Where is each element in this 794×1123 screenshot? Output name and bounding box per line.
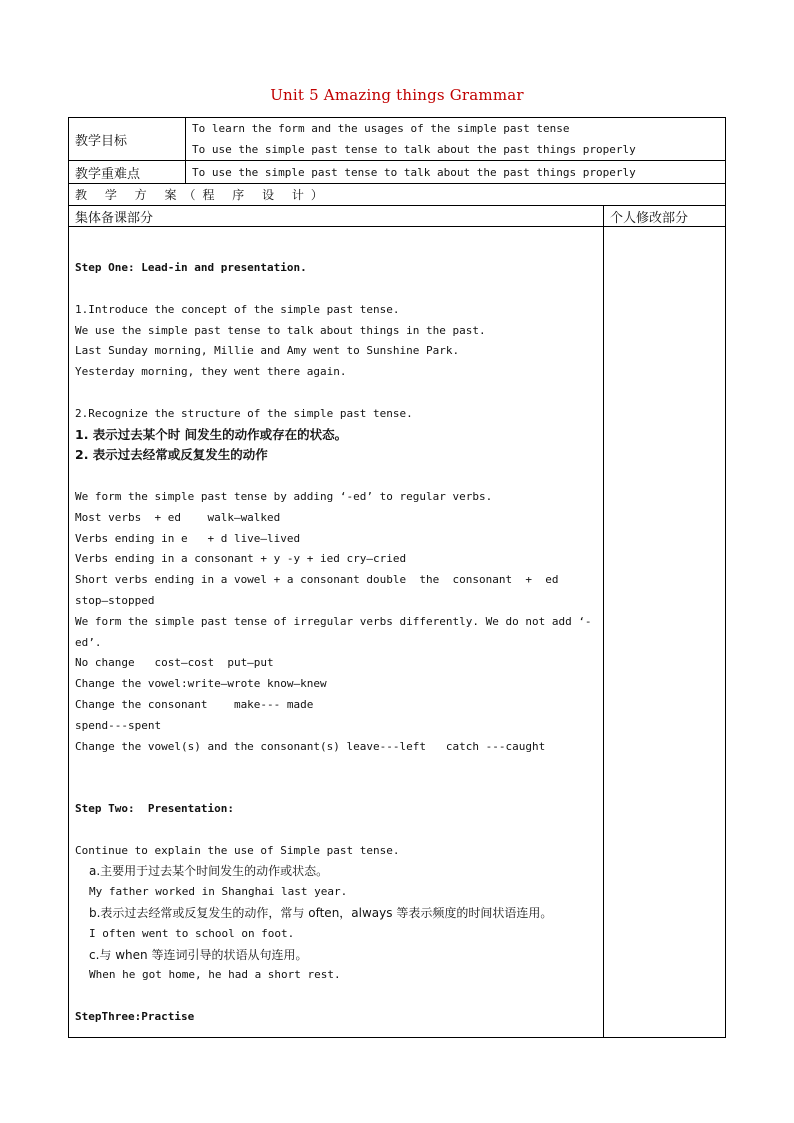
text-line: Most verbs + ed walk—walked [75, 510, 281, 524]
text-line: Verbs ending in e + d live—lived [75, 531, 301, 545]
chinese-bold-line: 2. 表示过去经常或反复发生的动作 [75, 447, 268, 463]
objective-line-2: To use the simple past tense to talk about the past things properly [192, 143, 636, 156]
personal-edit-cell [604, 227, 726, 1038]
lesson-content [75, 236, 597, 1027]
lesson-plan-table [68, 117, 726, 1038]
text-line: Change the vowel(s) and the consonant(s) leave---left catch ---caught [75, 739, 546, 753]
example-b: I often went to school on foot. [89, 926, 295, 940]
text-line: We use the simple past tense to talk about things in the past. [75, 323, 486, 337]
step-one-heading: Step One: Lead-in and presentation. [75, 261, 307, 275]
chinese-bold-line: 1. 表示过去某个时 间发生的动作或存在的状态。 [75, 426, 348, 442]
text-line: spend---spent [75, 718, 162, 732]
text-line: 2.Recognize the structure of the simple past tense. [75, 406, 413, 420]
objective-line-1: To learn the form and the usages of the simple past tense [192, 122, 570, 135]
key-points-label: 教学重难点 [69, 161, 186, 184]
text-line: No change cost—cost put—put [75, 656, 274, 670]
objectives-text [186, 118, 726, 161]
collective-prep-header: 集体备课部分 [69, 206, 604, 227]
usage-c: c.与 when 等连词引导的状语从句连用。 [89, 947, 308, 962]
text-line: stop—stopped [75, 594, 155, 607]
section-header-row [69, 206, 726, 227]
text-line: Short verbs ending in a vowel + a consonant double the consonant + ed [75, 573, 559, 587]
text-line: 1.Introduce the concept of the simple past tense. [75, 302, 400, 316]
text-line: Continue to explain the use of Simple past tense. [75, 843, 400, 857]
example-a: My father worked in Shanghai last year. [89, 885, 348, 899]
text-line: Change the vowel:write—wrote know—knew [75, 677, 327, 691]
teaching-objectives-row [69, 118, 726, 161]
text-line: Yesterday morning, they went there again. [75, 365, 347, 379]
key-points-row [69, 161, 726, 184]
text-line: We form the simple past tense of irregular verbs differently. We do not add ‘-ed’. [75, 614, 592, 649]
document-title: Unit 5 Amazing things Grammar [270, 86, 524, 104]
text-line: Change the consonant make--- made [75, 697, 314, 711]
step-three-heading: StepThree:Practise [75, 1009, 195, 1023]
text-line: Last Sunday morning, Millie and Amy went to Sunshine Park. [75, 344, 460, 358]
usage-b: b.表示过去经常或反复发生的动作，常与 often，always 等表示频度的时间状语连用。 [89, 905, 553, 920]
objectives-label: 教学目标 [69, 118, 186, 161]
key-points-text: To use the simple past tense to talk about the past things properly [186, 161, 726, 184]
plan-heading: 教 学 方 案（程 序 设 计） [69, 184, 726, 206]
content-row [69, 227, 726, 1038]
collective-content-cell [69, 227, 604, 1038]
example-c: When he got home, he had a short rest. [89, 968, 341, 982]
text-line: Verbs ending in a consonant + y -y + ied cry—cried [75, 552, 407, 566]
step-two-heading: Step Two: Presentation: [75, 801, 234, 815]
text-line: We form the simple past tense by adding ‘-ed’ to regular verbs. [75, 490, 493, 504]
plan-heading-row [69, 184, 726, 206]
personal-edit-header: 个人修改部分 [604, 206, 726, 227]
usage-a: a.主要用于过去某个时间发生的动作或状态。 [89, 864, 329, 879]
